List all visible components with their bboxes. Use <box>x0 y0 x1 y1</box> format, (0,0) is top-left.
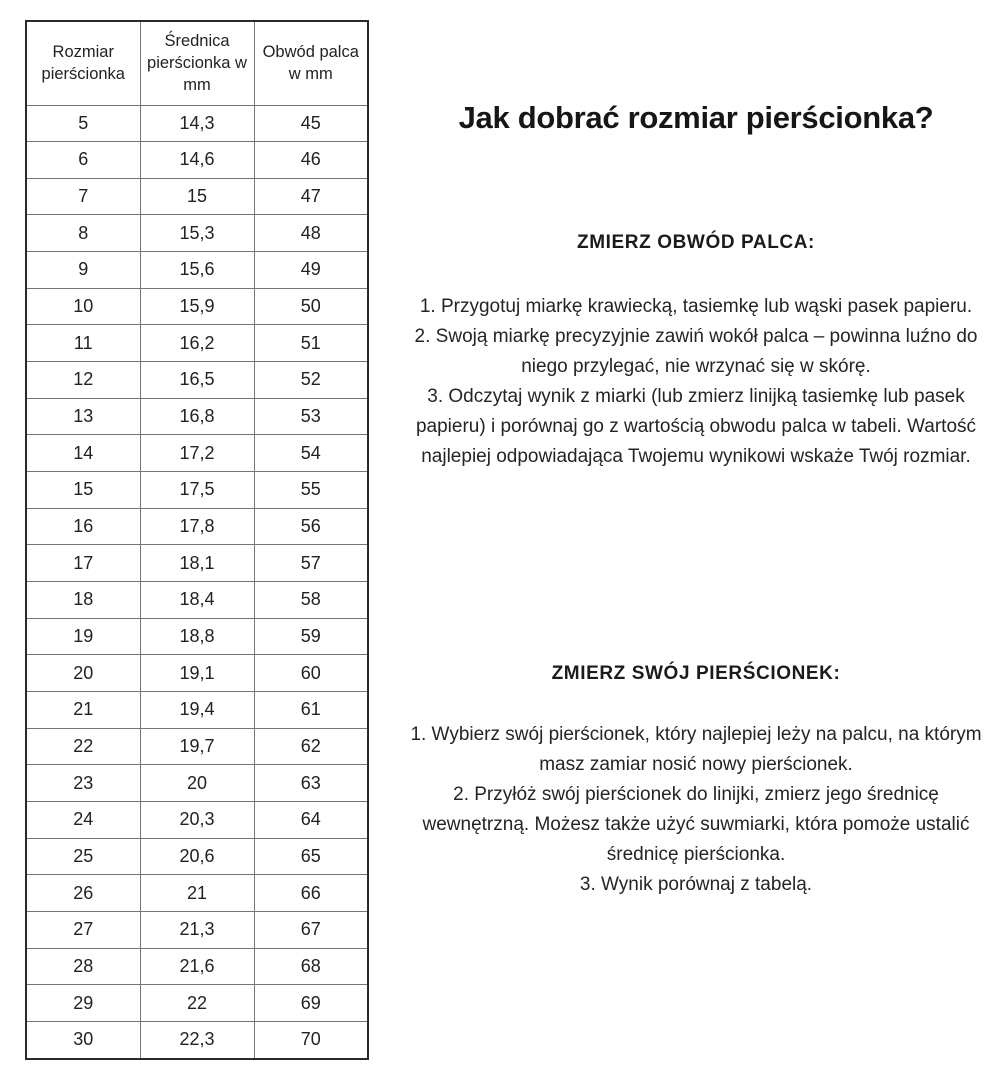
table-cell: 64 <box>254 801 368 838</box>
table-row <box>26 252 368 289</box>
table-cell: 21,6 <box>140 948 254 985</box>
step-item-1: 1. Przygotuj miarkę krawiecką, tasiemkę lub wąski pasek papieru. <box>419 296 973 317</box>
table-cell: 27 <box>26 911 140 948</box>
table-cell: 67 <box>254 911 368 948</box>
table-row <box>26 618 368 655</box>
table-cell: 20,6 <box>140 838 254 875</box>
table-cell: 16,8 <box>140 398 254 435</box>
table-cell: 54 <box>254 435 368 472</box>
table-row <box>26 398 368 435</box>
step-item-1: 1. Wybierz swój pierścionek, który najlepiej leży na palcu, na którym masz zamiar nosić nowy pierścionek. <box>410 724 982 775</box>
table-cell: 19 <box>26 618 140 655</box>
table-cell: 14,6 <box>140 142 254 179</box>
table-cell: 66 <box>254 875 368 912</box>
table-row <box>26 985 368 1022</box>
table-cell: 55 <box>254 472 368 509</box>
step-item-2: 2. Przyłóż swój pierścionek do linijki, zmierz jego średnicę wewnętrzną. Możesz także użyć suwmiarki, która pomoże ustalić średnicę pierścionka. <box>422 784 970 865</box>
table-cell: 20 <box>26 655 140 692</box>
table-cell: 53 <box>254 398 368 435</box>
table-cell: 46 <box>254 142 368 179</box>
table-cell: 22 <box>140 985 254 1022</box>
table-cell: 19,1 <box>140 655 254 692</box>
table-row <box>26 178 368 215</box>
table-cell: 50 <box>254 288 368 325</box>
table-cell: 18,1 <box>140 545 254 582</box>
table-cell: 15,9 <box>140 288 254 325</box>
table-cell: 25 <box>26 838 140 875</box>
table-cell: 47 <box>254 178 368 215</box>
table-cell: 62 <box>254 728 368 765</box>
table-cell: 16 <box>26 508 140 545</box>
table-row <box>26 728 368 765</box>
table-cell: 18 <box>26 582 140 619</box>
table-row <box>26 1021 368 1059</box>
table-cell: 20 <box>140 765 254 802</box>
table-header-obwod: Obwód palca w mm <box>254 21 368 105</box>
ring-size-table <box>25 20 369 1060</box>
table-cell: 15,3 <box>140 215 254 252</box>
table-cell: 65 <box>254 838 368 875</box>
step-item-3: 3. Odczytaj wynik z miarki (lub zmierz linijką tasiemkę lub pasek papieru) i porównaj go z wartością obwodu palca w tabeli. Wartość najlepiej odpowiadająca Twojemu wynikowi wskaże Twój rozmiar. <box>415 386 977 467</box>
table-cell: 21 <box>140 875 254 912</box>
table-cell: 14 <box>26 435 140 472</box>
section-heading-obwod-palca: ZMIERZ OBWÓD PALCA: <box>577 232 815 253</box>
table-cell: 15 <box>140 178 254 215</box>
table-cell: 21,3 <box>140 911 254 948</box>
table-cell: 45 <box>254 105 368 142</box>
table-cell: 19,7 <box>140 728 254 765</box>
table-row <box>26 288 368 325</box>
table-row <box>26 142 368 179</box>
table-cell: 13 <box>26 398 140 435</box>
table-cell: 26 <box>26 875 140 912</box>
table-cell: 15,6 <box>140 252 254 289</box>
step-item-2: 2. Swoją miarkę precyzyjnie zawiń wokół palca – powinna luźno do niego przylegać, nie wrzynać się w skórę. <box>414 326 978 377</box>
table-cell: 10 <box>26 288 140 325</box>
table-cell: 24 <box>26 801 140 838</box>
page-title: Jak dobrać rozmiar pierścionka? <box>458 100 934 135</box>
table-cell: 70 <box>254 1021 368 1059</box>
table-cell: 30 <box>26 1021 140 1059</box>
table-row <box>26 325 368 362</box>
table-row <box>26 435 368 472</box>
table-cell: 19,4 <box>140 692 254 729</box>
table-cell: 58 <box>254 582 368 619</box>
table-cell: 23 <box>26 765 140 802</box>
table-row <box>26 692 368 729</box>
table-cell: 9 <box>26 252 140 289</box>
table-row <box>26 655 368 692</box>
table-cell: 63 <box>254 765 368 802</box>
step-item-3: 3. Wynik porównaj z tabelą. <box>579 874 813 895</box>
table-cell: 22 <box>26 728 140 765</box>
table-cell: 6 <box>26 142 140 179</box>
table-body <box>26 105 368 1059</box>
table-cell: 52 <box>254 362 368 399</box>
table-cell: 48 <box>254 215 368 252</box>
table-row <box>26 508 368 545</box>
table-row <box>26 801 368 838</box>
table-row <box>26 582 368 619</box>
table-cell: 5 <box>26 105 140 142</box>
table-cell: 51 <box>254 325 368 362</box>
steps-obwod-palca <box>400 292 992 472</box>
table-cell: 14,3 <box>140 105 254 142</box>
table-cell: 69 <box>254 985 368 1022</box>
section-heading-swoj-pierscionek: ZMIERZ SWÓJ PIERŚCIONEK: <box>551 663 841 684</box>
table-cell: 20,3 <box>140 801 254 838</box>
table-row <box>26 545 368 582</box>
table-row <box>26 875 368 912</box>
table-cell: 29 <box>26 985 140 1022</box>
table-cell: 7 <box>26 178 140 215</box>
table-header-srednica: Średnica pierścionka w mm <box>140 21 254 105</box>
table-cell: 12 <box>26 362 140 399</box>
table-row <box>26 472 368 509</box>
table-cell: 60 <box>254 655 368 692</box>
table-cell: 28 <box>26 948 140 985</box>
table-cell: 22,3 <box>140 1021 254 1059</box>
table-cell: 18,8 <box>140 618 254 655</box>
table-cell: 11 <box>26 325 140 362</box>
table-cell: 17,5 <box>140 472 254 509</box>
table-row <box>26 105 368 142</box>
steps-swoj-pierscionek <box>400 720 992 900</box>
table-cell: 16,5 <box>140 362 254 399</box>
table-header-row <box>26 21 368 105</box>
table-row <box>26 362 368 399</box>
table-cell: 16,2 <box>140 325 254 362</box>
table-header-rozmiar: Rozmiar pierścionka <box>26 21 140 105</box>
table-cell: 8 <box>26 215 140 252</box>
table-row <box>26 838 368 875</box>
table-cell: 17 <box>26 545 140 582</box>
table-cell: 61 <box>254 692 368 729</box>
table-cell: 17,8 <box>140 508 254 545</box>
table-cell: 21 <box>26 692 140 729</box>
table-cell: 68 <box>254 948 368 985</box>
table-cell: 59 <box>254 618 368 655</box>
table-row <box>26 765 368 802</box>
table-row <box>26 948 368 985</box>
table-cell: 57 <box>254 545 368 582</box>
table-cell: 17,2 <box>140 435 254 472</box>
table-row <box>26 215 368 252</box>
table-row <box>26 911 368 948</box>
table-cell: 18,4 <box>140 582 254 619</box>
table-cell: 49 <box>254 252 368 289</box>
table-head <box>26 21 368 105</box>
table-cell: 15 <box>26 472 140 509</box>
table-cell: 56 <box>254 508 368 545</box>
guide-content <box>400 0 992 1084</box>
